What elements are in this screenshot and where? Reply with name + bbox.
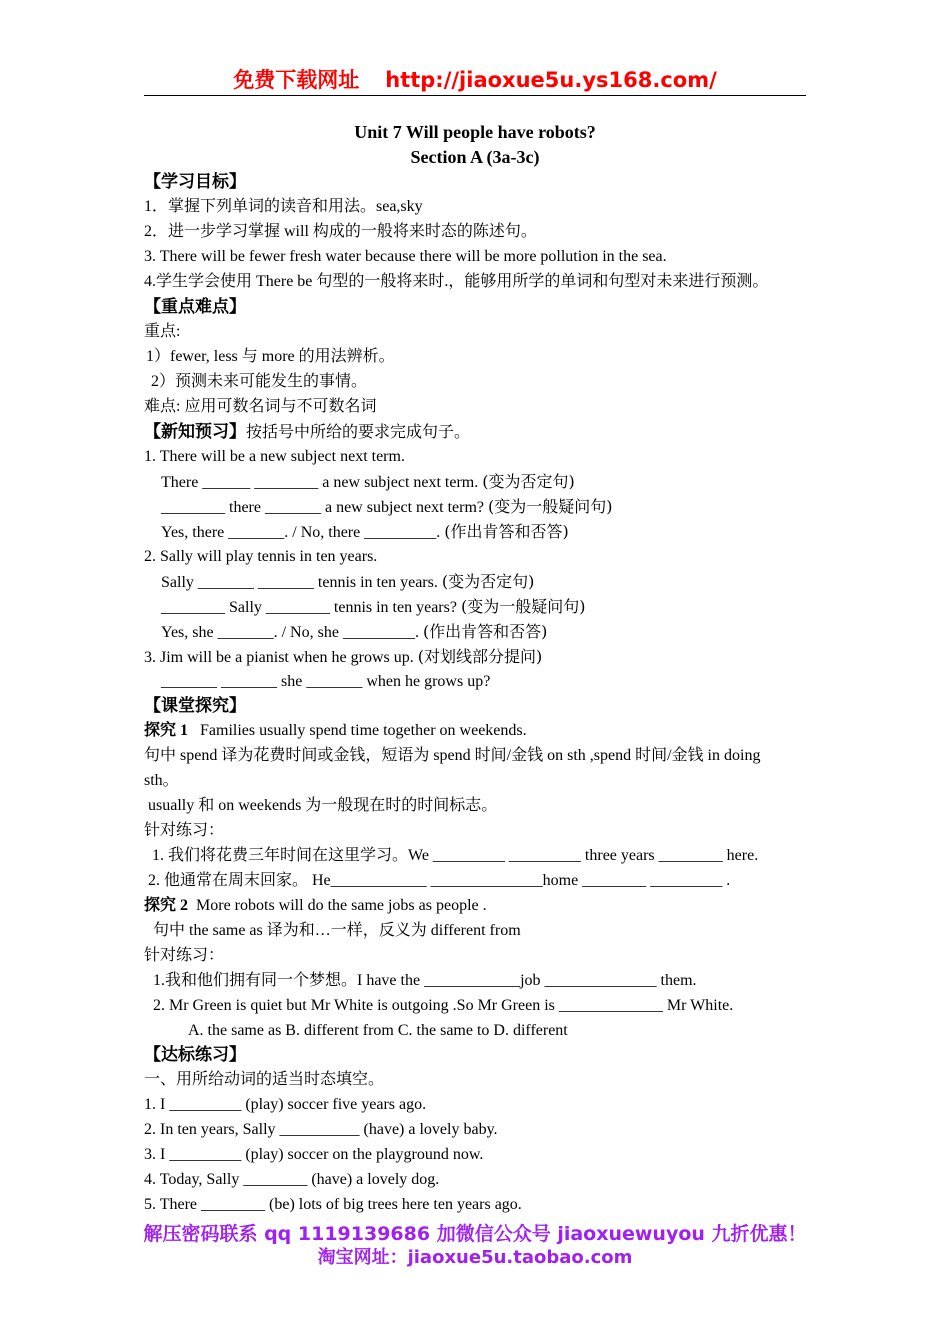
key-item: 2）预测未来可能发生的事情。 <box>151 373 368 390</box>
drill-item: 4. Today, Sally ________ (have) a lovely dog. <box>144 1171 440 1188</box>
explore-1-note-2: usually 和 on weekends 为一般现在时的时间标志。 <box>148 797 498 814</box>
preview-heading-line <box>144 422 470 443</box>
goals-heading: 【学习目标】 <box>144 172 246 192</box>
drill-item: 2. In ten years, Sally __________ (have) a lovely baby. <box>144 1121 498 1138</box>
preview-instruction: 按括号中所给的要求完成句子。 <box>246 422 471 441</box>
preview-line: 3. Jim will be a pianist when he grows up. (对划线部分提问) <box>144 647 543 666</box>
difficulty-line: 难点: 应用可数名词与不可数名词 <box>144 398 377 415</box>
goal-item: 3. There will be fewer fresh water because there will be more pollution in the sea. <box>144 248 667 265</box>
explore-2-sentence: More robots will do the same jobs as people . <box>196 897 487 914</box>
practice-options: A. the same as B. different from C. the same to D. different <box>188 1022 568 1039</box>
explore-1-label: 探究 1 <box>144 722 189 739</box>
header-divider <box>144 95 806 96</box>
footer-contact: 解压密码联系 qq 1119139686 加微信公众号 jiaoxuewuyou 九折优惠！ <box>143 1223 807 1245</box>
preview-line: 1. There will be a new subject next term. <box>144 448 405 465</box>
practice-label: 针对练习： <box>144 822 225 839</box>
preview-line: 2. Sally will play tennis in ten years. <box>144 548 378 565</box>
explore-2-note: 句中 the same as 译为和…一样，反义为 different from <box>153 922 521 939</box>
preview-line: ________ there _______ a new subject next term? (变为一般疑问句) <box>161 497 613 516</box>
goal-item: 4.学生学会使用 There be 句型的一般将来时.，能够用所学的单词和句型对未来进行预测。 <box>144 273 769 290</box>
explore-1-line <box>144 721 527 741</box>
preview-line: _______ _______ she _______ when he grows up? <box>161 673 491 690</box>
drill-instruction: 一、用所给动词的适当时态填空。 <box>144 1071 385 1088</box>
explore-1-note: 句中 spend 译为花费时间或金钱，短语为 spend 时间/金钱 on sth ,spend 时间/金钱 in doing <box>144 747 761 764</box>
practice-question: 2. Mr Green is quiet but Mr White is outgoing .So Mr Green is _____________ Mr White. <box>153 997 734 1014</box>
explore-heading: 【课堂探究】 <box>144 696 246 716</box>
preview-line: Yes, there _______. / No, there _________. (作出肯答和否答) <box>161 522 569 541</box>
preview-line: There ______ ________ a new subject next term. (变为否定句) <box>161 472 575 491</box>
header-url[interactable]: http://jiaoxue5u.ys168.com/ <box>385 68 717 92</box>
drill-heading: 【达标练习】 <box>144 1045 246 1065</box>
goal-item: 2．进一步学习掌握 will 构成的一般将来时态的陈述句。 <box>144 223 537 240</box>
drill-item: 3. I _________ (play) soccer on the playground now. <box>144 1146 484 1163</box>
unit-title: Unit 7 Will people have robots? <box>354 122 596 142</box>
practice-question: 2. 他通常在周末回家。 He____________ ______________home ________ _________ . <box>148 872 731 889</box>
preview-line: Yes, she _______. / No, she _________. (作出肯答和否答) <box>161 622 548 641</box>
header-banner <box>0 64 950 94</box>
footer-shop-url[interactable]: 淘宝网址：jiaoxue5u.taobao.com <box>317 1247 633 1268</box>
preview-line: Sally _______ _______ tennis in ten years. (变为否定句) <box>161 572 535 591</box>
drill-item: 1. I _________ (play) soccer five years ago. <box>144 1096 427 1113</box>
key-points-heading: 【重点难点】 <box>144 297 246 317</box>
preview-line: ________ Sally ________ tennis in ten years? (变为一般疑问句) <box>161 597 586 616</box>
key-item: 1）fewer, less 与 more 的用法辨析。 <box>146 348 395 365</box>
explore-1-sentence: Families usually spend time together on weekends. <box>200 722 527 739</box>
practice-question: 1.我和他们拥有同一个梦想。I have the ____________job ______________ them. <box>153 972 697 989</box>
drill-item: 5. There ________ (be) lots of big trees here ten years ago. <box>144 1196 522 1213</box>
key-label: 重点: <box>144 323 181 340</box>
preview-heading: 【新知预习】 <box>144 422 246 442</box>
practice-label: 针对练习： <box>144 947 225 964</box>
explore-2-line <box>144 896 487 916</box>
goal-item: 1．掌握下列单词的读音和用法。sea,sky <box>144 198 423 215</box>
header-free-download: 免费下载网址 <box>233 68 360 92</box>
explore-1-note-cont: sth。 <box>144 772 179 789</box>
explore-2-label: 探究 2 <box>144 897 189 914</box>
practice-question: 1. 我们将花费三年时间在这里学习。We _________ _________ three years ________ here. <box>152 847 759 864</box>
section-title: Section A (3a-3c) <box>410 147 540 167</box>
